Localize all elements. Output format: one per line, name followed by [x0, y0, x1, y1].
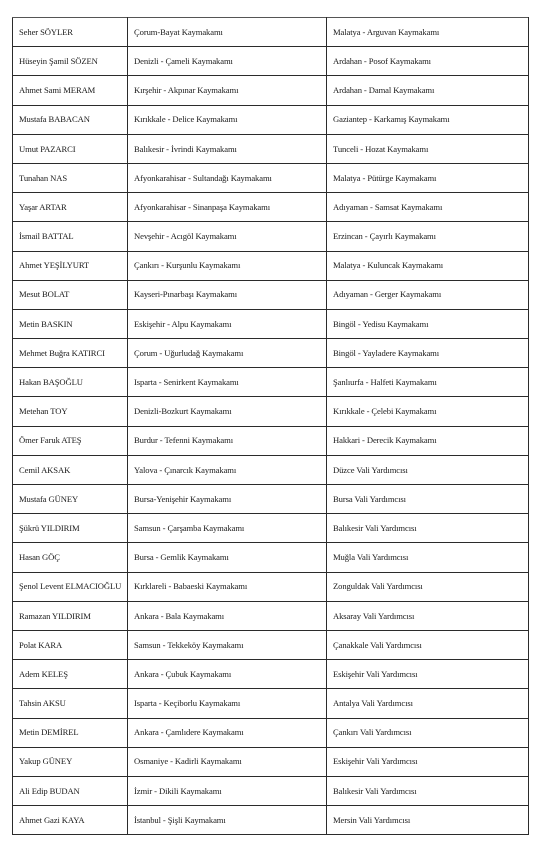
- new-post: Malatya - Arguvan Kaymakamı: [327, 18, 529, 47]
- new-post: Adıyaman - Samsat Kaymakamı: [327, 193, 529, 222]
- new-post: Tunceli - Hozat Kaymakamı: [327, 134, 529, 163]
- table-row: [13, 572, 529, 601]
- current-post: Denizli-Bozkurt Kaymakamı: [128, 397, 327, 426]
- person-name: İsmail BATTAL: [13, 222, 128, 251]
- current-post: Isparta - Keçiborlu Kaymakamı: [128, 689, 327, 718]
- table-row: [13, 47, 529, 76]
- new-post: Bursa Vali Yardımcısı: [327, 485, 529, 514]
- table-row: [13, 718, 529, 747]
- table-row: [13, 280, 529, 309]
- table-row: [13, 163, 529, 192]
- appointments-table-body: [13, 18, 529, 835]
- current-post: Kayseri-Pınarbaşı Kaymakamı: [128, 280, 327, 309]
- current-post: Denizli - Çameli Kaymakamı: [128, 47, 327, 76]
- new-post: Zonguldak Vali Yardımcısı: [327, 572, 529, 601]
- current-post: Bursa - Gemlik Kaymakamı: [128, 543, 327, 572]
- current-post: Afyonkarahisar - Sultandağı Kaymakamı: [128, 163, 327, 192]
- new-post: Bingöl - Yedisu Kaymakamı: [327, 309, 529, 338]
- table-row: [13, 105, 529, 134]
- new-post: Balıkesir Vali Yardımcısı: [327, 514, 529, 543]
- new-post: Erzincan - Çayırlı Kaymakamı: [327, 222, 529, 251]
- new-post: Düzce Vali Yardımcısı: [327, 455, 529, 484]
- person-name: Yakup GÜNEY: [13, 747, 128, 776]
- person-name: Umut PAZARCI: [13, 134, 128, 163]
- current-post: Nevşehir - Acıgöl Kaymakamı: [128, 222, 327, 251]
- table-row: [13, 747, 529, 776]
- table-row: [13, 630, 529, 659]
- person-name: Cemil AKSAK: [13, 455, 128, 484]
- table-row: [13, 660, 529, 689]
- person-name: Mustafa BABACAN: [13, 105, 128, 134]
- new-post: Eskişehir Vali Yardımcısı: [327, 660, 529, 689]
- table-row: [13, 251, 529, 280]
- person-name: Metehan TOY: [13, 397, 128, 426]
- new-post: Adıyaman - Gerger Kaymakamı: [327, 280, 529, 309]
- person-name: Tunahan NAS: [13, 163, 128, 192]
- current-post: Kırıkkale - Delice Kaymakamı: [128, 105, 327, 134]
- new-post: Malatya - Kuluncak Kaymakamı: [327, 251, 529, 280]
- new-post: Mersin Vali Yardımcısı: [327, 806, 529, 835]
- person-name: Metin DEMİREL: [13, 718, 128, 747]
- current-post: Samsun - Tekkeköy Kaymakamı: [128, 630, 327, 659]
- table-row: [13, 543, 529, 572]
- current-post: Burdur - Tefenni Kaymakamı: [128, 426, 327, 455]
- new-post: Çankırı Vali Yardımcısı: [327, 718, 529, 747]
- current-post: Samsun - Çarşamba Kaymakamı: [128, 514, 327, 543]
- new-post: Kırıkkale - Çelebi Kaymakamı: [327, 397, 529, 426]
- appointments-table: [12, 17, 529, 835]
- current-post: Afyonkarahisar - Sinanpaşa Kaymakamı: [128, 193, 327, 222]
- person-name: Hüseyin Şamil SÖZEN: [13, 47, 128, 76]
- new-post: Eskişehir Vali Yardımcısı: [327, 747, 529, 776]
- current-post: Çorum - Uğurludağ Kaymakamı: [128, 339, 327, 368]
- new-post: Hakkari - Derecik Kaymakamı: [327, 426, 529, 455]
- person-name: Mesut BOLAT: [13, 280, 128, 309]
- new-post: Antalya Vali Yardımcısı: [327, 689, 529, 718]
- table-row: [13, 776, 529, 805]
- new-post: Şanlıurfa - Halfeti Kaymakamı: [327, 368, 529, 397]
- current-post: Kırşehir - Akpınar Kaymakamı: [128, 76, 327, 105]
- person-name: Seher SÖYLER: [13, 18, 128, 47]
- current-post: Çankırı - Kurşunlu Kaymakamı: [128, 251, 327, 280]
- table-row: [13, 485, 529, 514]
- person-name: Hakan BAŞOĞLU: [13, 368, 128, 397]
- current-post: Kırklareli - Babaeski Kaymakamı: [128, 572, 327, 601]
- person-name: Polat KARA: [13, 630, 128, 659]
- current-post: Bursa-Yenişehir Kaymakamı: [128, 485, 327, 514]
- person-name: Hasan GÖÇ: [13, 543, 128, 572]
- table-row: [13, 339, 529, 368]
- person-name: Ahmet Sami MERAM: [13, 76, 128, 105]
- person-name: Mehmet Buğra KATIRCI: [13, 339, 128, 368]
- person-name: Ahmet Gazi KAYA: [13, 806, 128, 835]
- table-row: [13, 689, 529, 718]
- new-post: Aksaray Vali Yardımcısı: [327, 601, 529, 630]
- table-row: [13, 18, 529, 47]
- person-name: Tahsin AKSU: [13, 689, 128, 718]
- person-name: Ömer Faruk ATEŞ: [13, 426, 128, 455]
- person-name: Ahmet YEŞİLYURT: [13, 251, 128, 280]
- person-name: Şenol Levent ELMACIOĞLU: [13, 572, 128, 601]
- table-row: [13, 426, 529, 455]
- table-row: [13, 222, 529, 251]
- person-name: Yaşar ARTAR: [13, 193, 128, 222]
- table-row: [13, 368, 529, 397]
- new-post: Ardahan - Posof Kaymakamı: [327, 47, 529, 76]
- new-post: Gaziantep - Karkamış Kaymakamı: [327, 105, 529, 134]
- current-post: Eskişehir - Alpu Kaymakamı: [128, 309, 327, 338]
- current-post: Isparta - Senirkent Kaymakamı: [128, 368, 327, 397]
- table-row: [13, 806, 529, 835]
- person-name: Metin BASKIN: [13, 309, 128, 338]
- table-row: [13, 601, 529, 630]
- current-post: Çorum-Bayat Kaymakamı: [128, 18, 327, 47]
- person-name: Adem KELEŞ: [13, 660, 128, 689]
- table-row: [13, 455, 529, 484]
- person-name: Ramazan YILDIRIM: [13, 601, 128, 630]
- current-post: Osmaniye - Kadirli Kaymakamı: [128, 747, 327, 776]
- current-post: İzmir - Dikili Kaymakamı: [128, 776, 327, 805]
- new-post: Balıkesir Vali Yardımcısı: [327, 776, 529, 805]
- table-row: [13, 193, 529, 222]
- new-post: Ardahan - Damal Kaymakamı: [327, 76, 529, 105]
- new-post: Muğla Vali Yardımcısı: [327, 543, 529, 572]
- table-row: [13, 76, 529, 105]
- person-name: Ali Edip BUDAN: [13, 776, 128, 805]
- new-post: Malatya - Pütürge Kaymakamı: [327, 163, 529, 192]
- table-row: [13, 514, 529, 543]
- new-post: Çanakkale Vali Yardımcısı: [327, 630, 529, 659]
- current-post: Balıkesir - İvrindi Kaymakamı: [128, 134, 327, 163]
- current-post: Ankara - Bala Kaymakamı: [128, 601, 327, 630]
- current-post: Ankara - Çubuk Kaymakamı: [128, 660, 327, 689]
- table-row: [13, 397, 529, 426]
- person-name: Mustafa GÜNEY: [13, 485, 128, 514]
- current-post: Ankara - Çamlıdere Kaymakamı: [128, 718, 327, 747]
- person-name: Şükrü YILDIRIM: [13, 514, 128, 543]
- new-post: Bingöl - Yayladere Kaymakamı: [327, 339, 529, 368]
- table-row: [13, 134, 529, 163]
- current-post: Yalova - Çınarcık Kaymakamı: [128, 455, 327, 484]
- table-row: [13, 309, 529, 338]
- current-post: İstanbul - Şişli Kaymakamı: [128, 806, 327, 835]
